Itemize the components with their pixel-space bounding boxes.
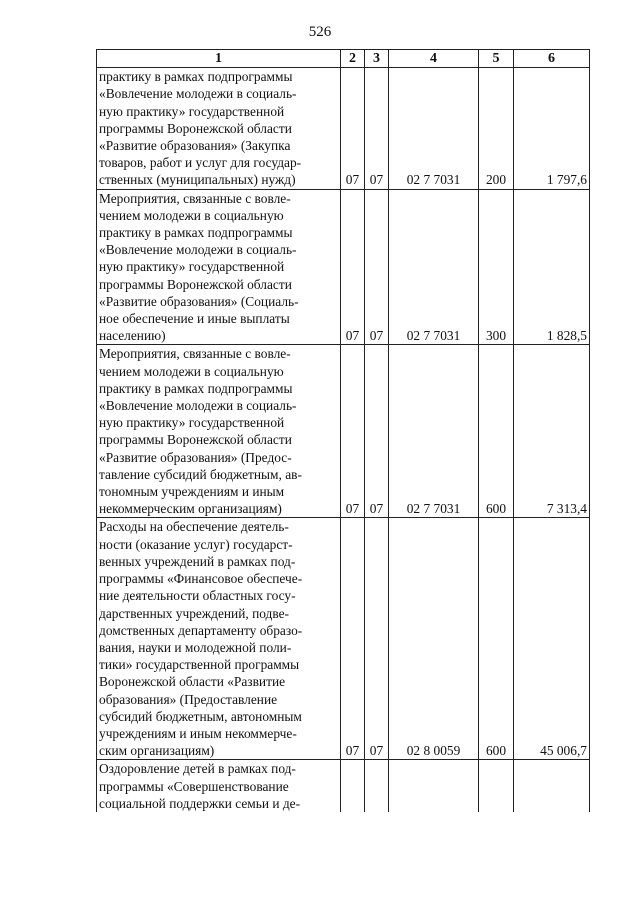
target-article-code: 02 8 0059 <box>389 518 479 760</box>
expense-type-code: 200 <box>479 68 514 189</box>
column-header: 2 <box>341 50 365 68</box>
description-line: Мероприятия, связанные с вовле- <box>99 190 291 206</box>
description-line: программы «Финансовое обеспече- <box>99 571 303 587</box>
description-line: дарственных учреждений, подве- <box>99 605 290 621</box>
subsection-code: 07 <box>365 68 389 189</box>
description-line: тики» государственной программы <box>99 657 300 673</box>
amount-cell: 1 828,5 <box>514 189 590 345</box>
description-line: вания, науки и молодежной поли- <box>99 639 292 655</box>
column-header: 4 <box>389 50 479 68</box>
description-line: Расходы на обеспечение деятель- <box>99 519 289 535</box>
table-row <box>97 345 590 518</box>
row-description <box>97 345 341 518</box>
subsection-code <box>365 760 389 812</box>
description-line: ственных (муниципальных) нужд) <box>99 172 296 188</box>
row-description <box>97 68 341 189</box>
description-line: практику в рамках подпрограммы <box>99 225 293 241</box>
description-line: программы Воронежской области <box>99 432 292 448</box>
section-code: 07 <box>341 518 365 760</box>
description-line: ную практику» государственной <box>99 103 285 119</box>
description-line: «Вовлечение молодежи в социаль- <box>99 86 297 102</box>
amount-cell: 45 006,7 <box>514 518 590 760</box>
description-line: Мероприятия, связанные с вовле- <box>99 346 291 362</box>
subsection-code: 07 <box>365 189 389 345</box>
description-line: субсидий бюджетным, автономным <box>99 708 302 724</box>
description-line: тавление субсидий бюджетным, ав- <box>99 466 302 482</box>
row-description <box>97 189 341 345</box>
description-line: ским организациям) <box>99 743 215 759</box>
description-line: ности (оказание услуг) государст- <box>99 536 293 552</box>
description-line: тономным учреждениям и иным <box>99 484 285 500</box>
expense-type-code: 300 <box>479 189 514 345</box>
description-line: практику в рамках подпрограммы <box>99 380 293 396</box>
section-code: 07 <box>341 68 365 189</box>
table-row <box>97 68 590 189</box>
table-header-row <box>97 50 590 68</box>
description-line: «Вовлечение молодежи в социаль- <box>99 242 297 258</box>
description-line: чением молодежи в социальную <box>99 363 284 379</box>
target-article-code <box>389 760 479 812</box>
table-row <box>97 760 590 812</box>
description-line: Оздоровление детей в рамках под- <box>99 761 296 777</box>
description-line: ную практику» государственной <box>99 415 285 431</box>
row-description <box>97 760 341 812</box>
description-line: ние деятельности областных госу- <box>99 588 296 604</box>
target-article-code: 02 7 7031 <box>389 345 479 518</box>
row-description <box>97 518 341 760</box>
description-line: чением молодежи в социальную <box>99 207 284 223</box>
description-line: программы «Совершенствование <box>99 778 289 794</box>
description-line: населению) <box>99 328 166 344</box>
budget-table <box>96 49 590 812</box>
amount-cell: 1 797,6 <box>514 68 590 189</box>
description-line: «Развитие образования» (Предос- <box>99 449 292 465</box>
table-body <box>97 68 590 812</box>
section-code: 07 <box>341 345 365 518</box>
section-code: 07 <box>341 189 365 345</box>
description-line: «Развитие образования» (Социаль- <box>99 293 299 309</box>
expense-type-code: 600 <box>479 518 514 760</box>
description-line: товаров, работ и услуг для государ- <box>99 155 302 171</box>
subsection-code: 07 <box>365 345 389 518</box>
description-line: ную практику» государственной <box>99 259 285 275</box>
description-line: домственных департаменту образо- <box>99 622 303 638</box>
amount-cell <box>514 760 590 812</box>
column-header: 3 <box>365 50 389 68</box>
column-header: 1 <box>97 50 341 68</box>
description-line: «Вовлечение молодежи в социаль- <box>99 398 297 414</box>
description-line: практику в рамках подпрограммы <box>99 69 293 85</box>
description-line: Воронежской области «Развитие <box>99 674 286 690</box>
description-line: социальной поддержки семьи и де- <box>99 795 301 811</box>
description-line: венных учреждений в рамках под- <box>99 553 296 569</box>
description-line: учреждениям и иным некоммерче- <box>99 725 297 741</box>
expense-type-code: 600 <box>479 345 514 518</box>
description-line: программы Воронежской области <box>99 276 292 292</box>
description-line: некоммерческим организациям) <box>99 501 282 517</box>
description-line: образования» (Предоставление <box>99 691 278 707</box>
description-line: программы Воронежской области <box>99 120 292 136</box>
amount-cell: 7 313,4 <box>514 345 590 518</box>
target-article-code: 02 7 7031 <box>389 68 479 189</box>
description-line: ное обеспечение и иные выплаты <box>99 311 290 327</box>
target-article-code: 02 7 7031 <box>389 189 479 345</box>
column-header: 6 <box>514 50 590 68</box>
expense-type-code <box>479 760 514 812</box>
table-row <box>97 518 590 760</box>
page-number: 526 <box>308 24 332 40</box>
table-row <box>97 189 590 345</box>
description-line: «Развитие образования» (Закупка <box>99 138 291 154</box>
section-code <box>341 760 365 812</box>
column-header: 5 <box>479 50 514 68</box>
subsection-code: 07 <box>365 518 389 760</box>
